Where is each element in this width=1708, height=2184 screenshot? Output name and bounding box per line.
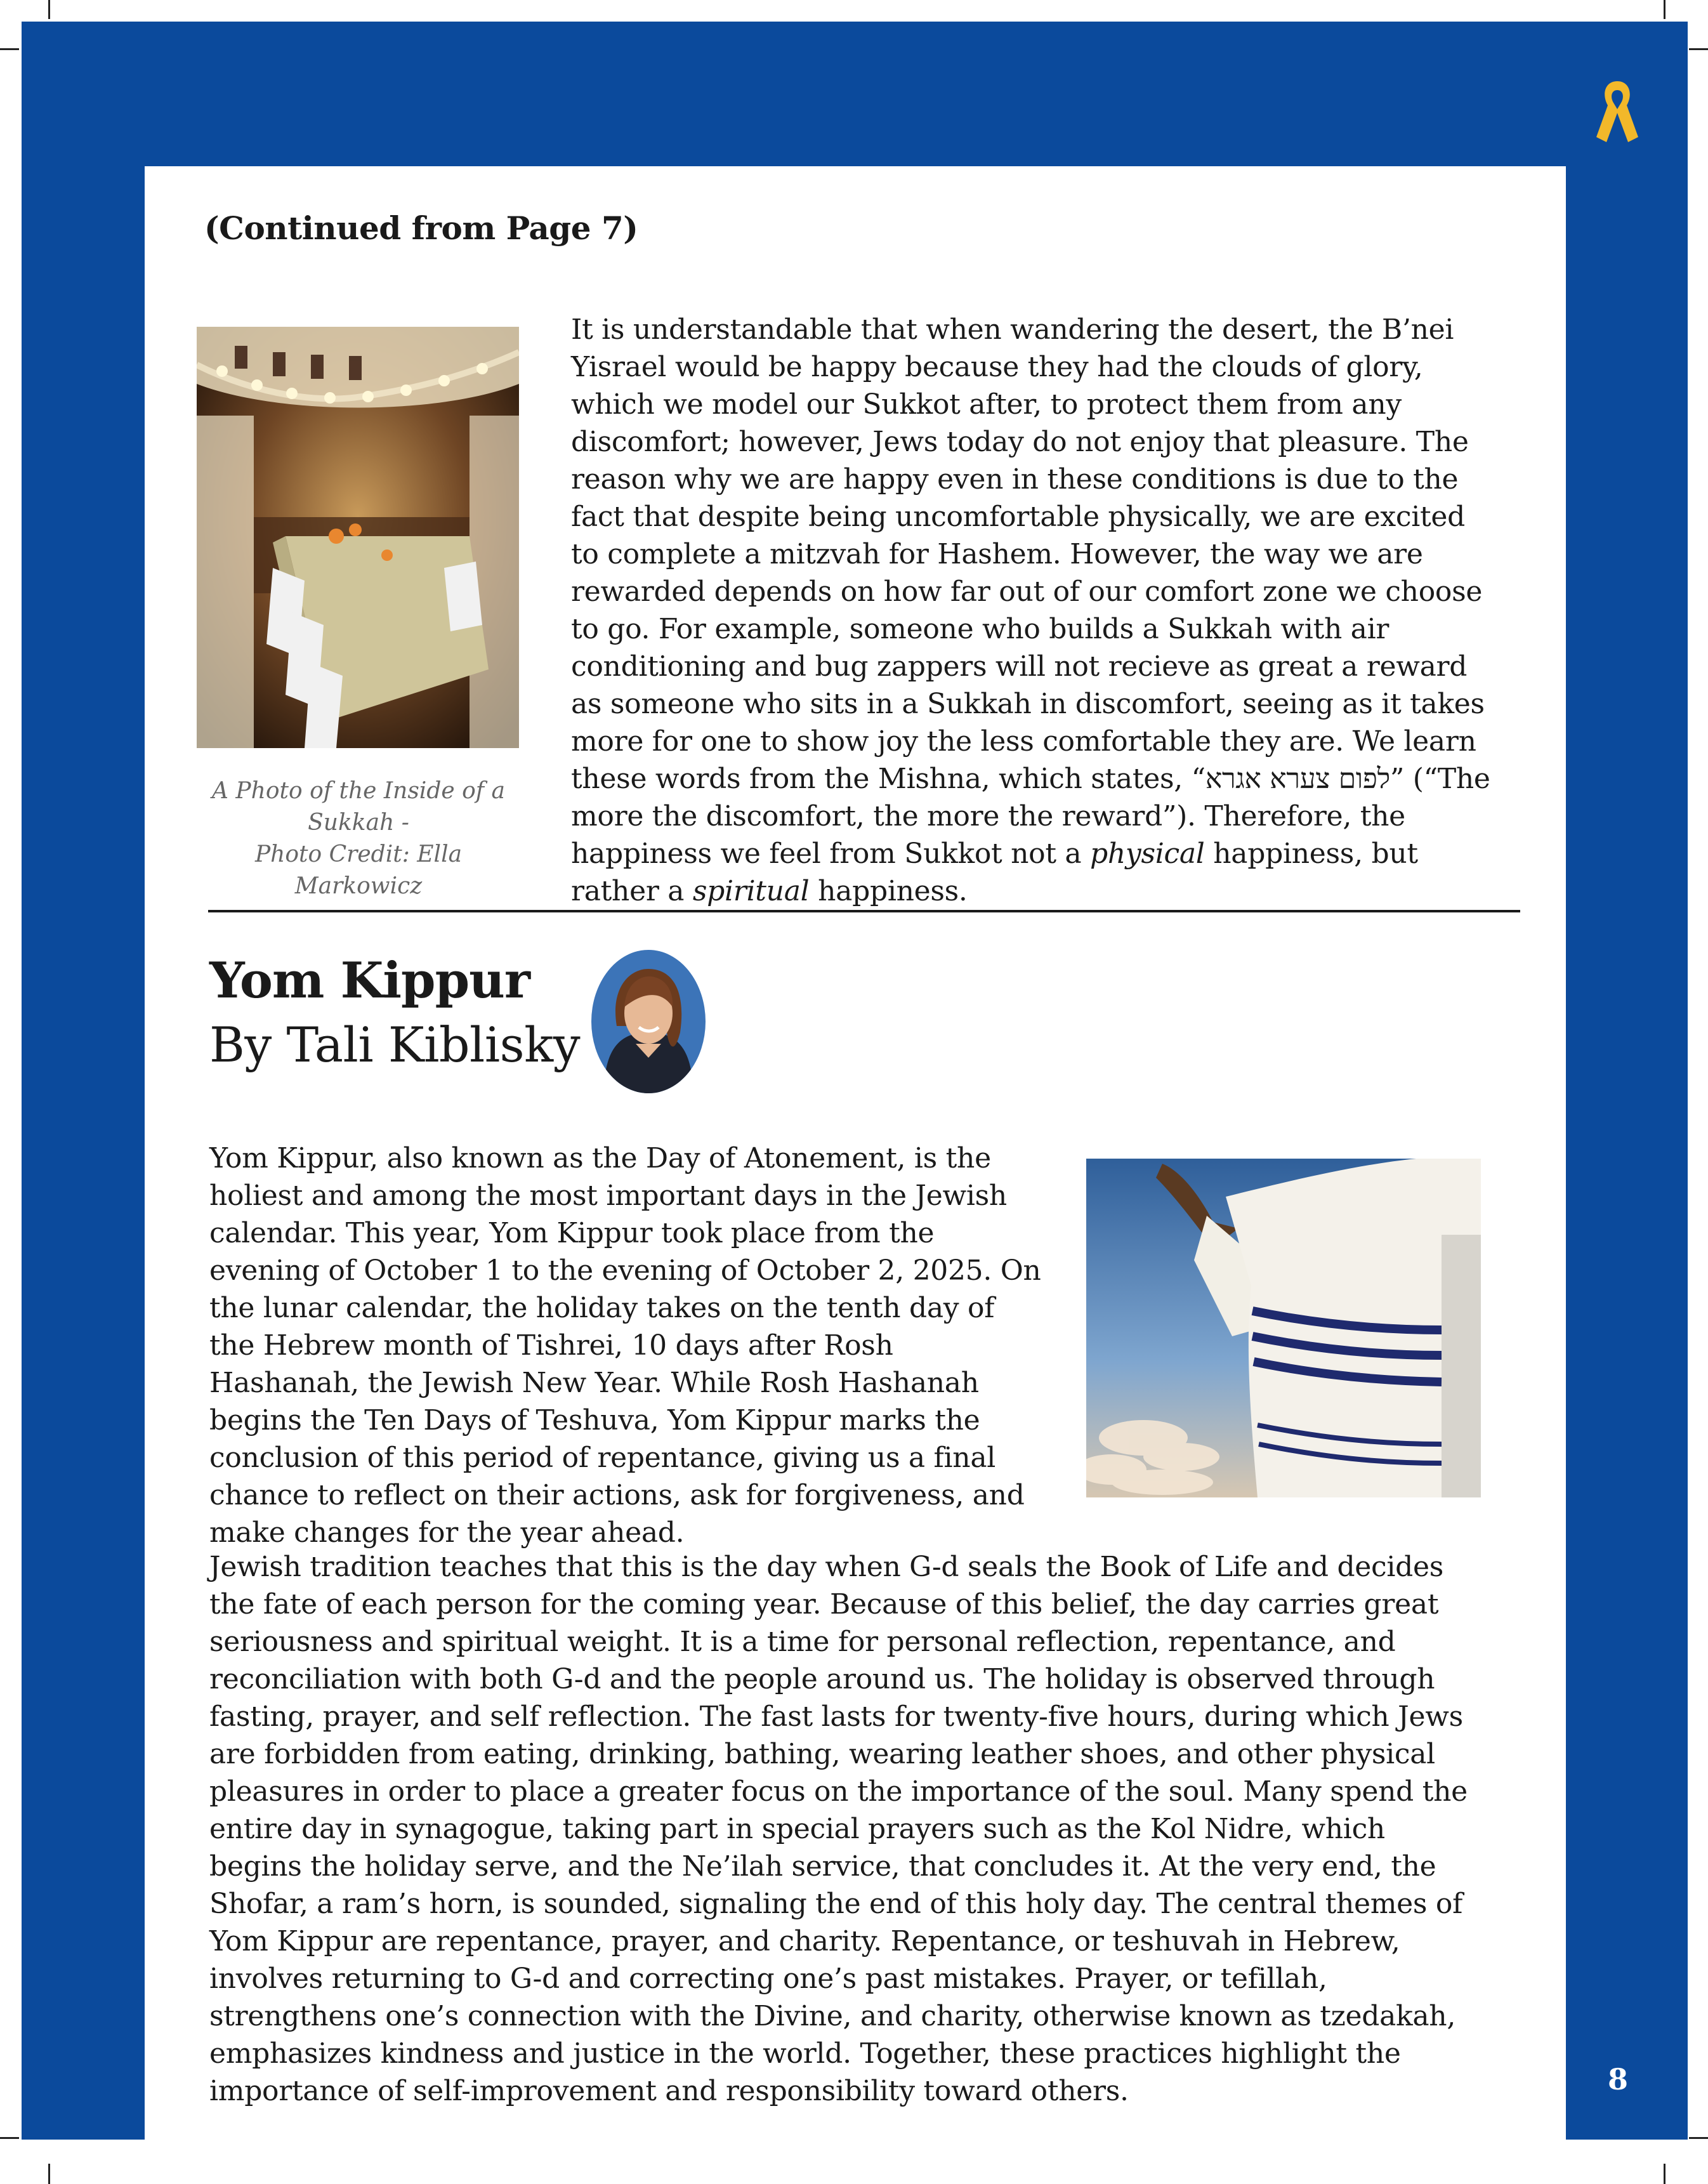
paragraph-text: happiness. <box>809 875 968 907</box>
paragraph-text: ” (“The more the discomfort, the more the reward”). Therefore, the happiness we feel from Sukkot not a <box>571 763 1490 870</box>
author-photo <box>591 950 706 1093</box>
yom-kippur-paragraph-2: Jewish tradition teaches that this is the day when G-d seals the Book of Life and decides the fate of each person for the coming year. Because of this belief, the day carries great seriousness and spiritual weight. It is a time for personal reflection, repentance, and reconciliation with both G-d and the people around us. The holiday is observed through fasting, prayer, and self reflection. The fast lasts for twenty-five hours, during which Jews are forbidden from eating, drinking, bathing, wearing leather shoes, and other physical pleasures in order to place a greater focus on the importance of the soul. Many spend the entire day in synagogue, taking part in special prayers such as the Kol Nidre, which begins the holiday serve, and the Ne’ilah service, that concludes it. At the very end, the Shofar, a ram’s horn, is sounded, signaling the end of this holy day. The central themes of Yom Kippur are repentance, prayer, and charity. Repentance, or teshuvah in Hebrew, involves returning to G-d and correcting one’s past mistakes. Prayer, or tefillah, strengthens one’s connection with the Divine, and charity, otherwise known as tzedakah, emphasizes kindness and justice in the world. Together, these practices highlight the importance of self-improvement and responsibility toward others. <box>209 1551 1468 2107</box>
italic-word: spiritual <box>692 875 810 907</box>
caption-line: A Photo of the Inside of a <box>211 778 506 804</box>
continued-label: (Continued from Page 7) <box>204 209 638 247</box>
crop-mark <box>0 2137 19 2139</box>
article-byline: By Tali Kiblisky <box>209 1016 581 1073</box>
caption-line: Sukkah - <box>308 810 409 836</box>
crop-mark <box>48 2164 50 2184</box>
shofar-photo <box>1086 1159 1481 1497</box>
yellow-ribbon-icon <box>1593 76 1642 146</box>
page-number: 8 <box>1607 2062 1628 2096</box>
crop-mark <box>1689 2137 1708 2139</box>
section-divider <box>208 910 1520 912</box>
italic-word: physical <box>1090 838 1205 870</box>
paragraph-text: happiness, but rather a <box>571 838 1418 907</box>
crop-mark <box>1689 48 1708 50</box>
paragraph-text: It is understandable that when wandering the desert, the B’nei Yisrael would be happy because they had the clouds of glory, which we model our Sukkot after, to protect them from any discomfort; however, Jews today do not enjoy that pleasure. The reason why we are happy even in these conditions is due to the fact that despite being uncomfortable physically, we are excited to complete a mitzvah for Hashem. However, the way we are rewarded depends on how far out of our comfort zone we choose to go. For example, someone who builds a Sukkah with air conditioning and bug zappers will not recieve as great a reward as someone who sits in a Sukkah in discomfort, seeing as it takes more for one to show joy the less comfortable they are. We learn these words from the Mishna, which states, “ <box>571 313 1485 795</box>
article-title: Yom Kippur <box>209 952 530 1010</box>
caption-line: Photo Credit: Ella Markowicz <box>254 841 463 899</box>
crop-mark <box>0 48 19 50</box>
crop-mark <box>1664 2164 1665 2184</box>
sukkot-paragraph <box>571 311 1497 910</box>
crop-mark <box>1664 0 1665 19</box>
hebrew-quote: לפום צערא אגרא <box>1205 763 1390 795</box>
sukkah-photo-caption <box>190 775 527 902</box>
crop-mark <box>48 0 50 19</box>
sukkah-photo <box>197 327 519 748</box>
yom-kippur-paragraph-1: Yom Kippur, also known as the Day of Atonement, is the holiest and among the most important days in the Jewish calendar. This year, Yom Kippur took place from the evening of October 1 to the evening of October 2, 2025. On the lunar calendar, the holiday takes on the tenth day of the Hebrew month of Tishrei, 10 days after Rosh Hashanah, the Jewish New Year. While Rosh Hashanah begins the Ten Days of Teshuva, Yom Kippur marks the conclusion of this period of repentance, giving us a final chance to reflect on their actions, ask for forgiveness, and make changes for the year ahead. <box>209 1142 1041 1549</box>
